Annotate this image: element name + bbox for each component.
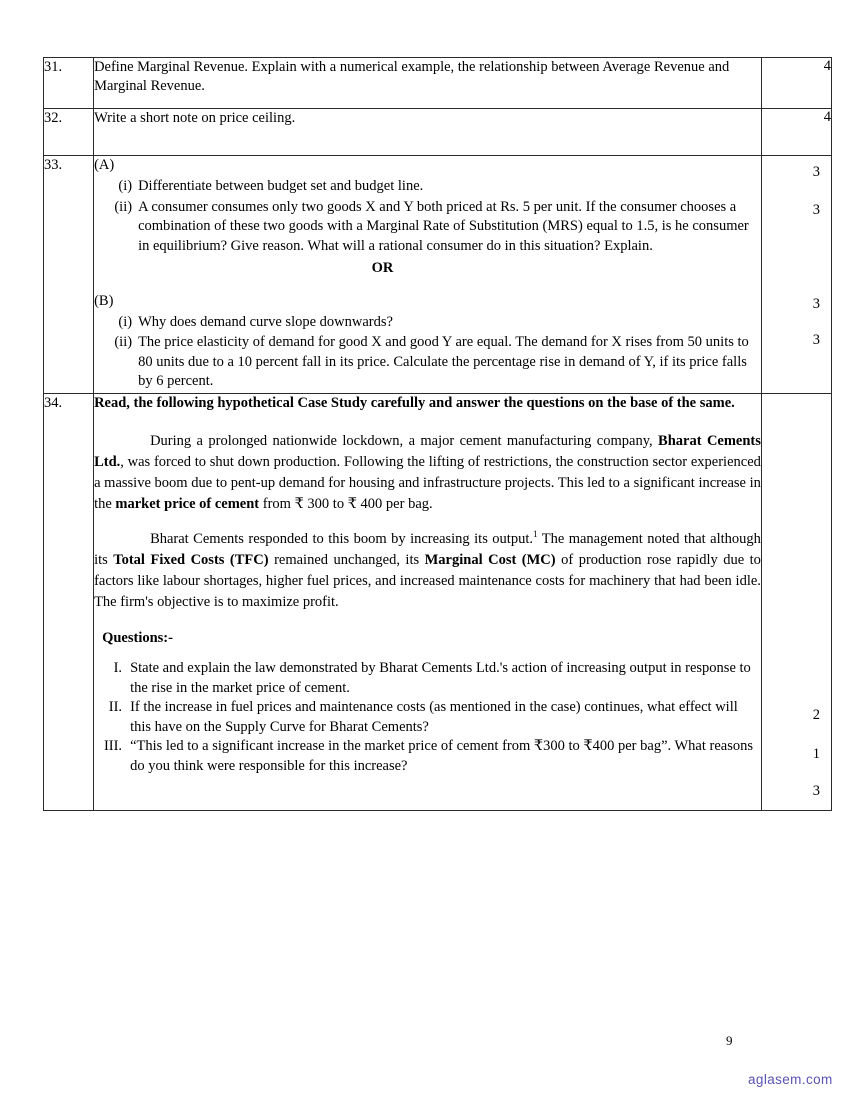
- question-table: [43, 57, 832, 811]
- list-marker: (ii): [114, 334, 133, 351]
- question-number: 32.: [44, 109, 94, 156]
- question-number: 31.: [44, 58, 94, 109]
- option-a-label: (A): [94, 157, 115, 173]
- marks-value: 1: [812, 745, 820, 762]
- question-body: [94, 156, 762, 394]
- question-marks-column: [761, 393, 831, 810]
- para2-seg1: Bharat Cements responded to this boom by increasing its output.: [150, 530, 533, 547]
- question-number: 33.: [44, 156, 94, 394]
- list-item: [94, 737, 761, 776]
- site-watermark: aglasem.com: [748, 1072, 833, 1087]
- case-study-body: [94, 393, 762, 810]
- page-number: 9: [726, 1033, 733, 1048]
- list-marker: III.: [103, 738, 123, 755]
- list-text: A consumer consumes only two goods X and Y both priced at Rs. 5 per unit. If the consumer chooses a combination of these two goods with a Marginal Rate of Substitution (MRS) equal to 1.5, is he consumer in equilibrium? Give reason. What will a rational consumer do in this situation? Explain.: [138, 198, 749, 254]
- list-item: [94, 177, 761, 197]
- marks-value: 3: [812, 164, 820, 180]
- table-row: [44, 109, 832, 156]
- para1-company-name: Bharat Cements Ltd.: [94, 433, 761, 471]
- marks-value: 3: [812, 296, 820, 312]
- list-item: [94, 198, 761, 257]
- table-row: [44, 156, 832, 394]
- list-marker: (ii): [114, 198, 133, 215]
- list-text: The price elasticity of demand for good X and good Y are equal. The demand for X rises from 50 units to 80 units due to a 10 percent fall in its price. Calculate the percentage rise in demand of Y, if its price falls by 6 percent.: [138, 334, 749, 390]
- para2-seg2: The management noted that although its: [94, 530, 761, 568]
- list-text: “This led to a significant increase in the market price of cement from ₹300 to ₹400 per bag”. What reasons do you think were responsible for this increase?: [130, 738, 754, 774]
- para1-market-price-term: market price of cement: [115, 496, 260, 513]
- case-study-paragraph-2: [94, 528, 761, 613]
- question-text: Define Marginal Revenue. Explain with a numerical example, the relationship between Average Revenue and Marginal Revenue.: [94, 59, 730, 95]
- list-text: If the increase in fuel prices and maintenance costs (as mentioned in the case) continues, what effect will this have on the Supply Curve for Bharat Cements?: [130, 699, 738, 735]
- question-marks: 4: [761, 58, 831, 109]
- marks-value: 2: [812, 706, 820, 723]
- para2-tfc-term: Total Fixed Costs (TFC): [113, 551, 269, 568]
- marks-value: 3: [812, 332, 820, 348]
- question-marks-column: [761, 156, 831, 394]
- list-item: [94, 698, 761, 737]
- list-marker: (i): [118, 178, 133, 195]
- para1-seg2: , was forced to shut down production. Following the lifting of restrictions, the construction sector experienced a massive boom due to pent-up demand for housing and infrastructure projects. This led to a significant increase in the: [94, 454, 761, 513]
- list-item: [94, 333, 761, 392]
- para1-seg3: from ₹ 300 to ₹ 400 per bag.: [259, 496, 433, 513]
- para1-seg1: During a prolonged nationwide lockdown, a major cement manufacturing company,: [150, 433, 659, 449]
- list-item: [94, 313, 761, 333]
- list-text: Differentiate between budget set and budget line.: [138, 178, 424, 195]
- option-b-list: [94, 313, 761, 392]
- case-study-paragraph-1: [94, 431, 761, 515]
- list-text: Why does demand curve slope downwards?: [138, 313, 393, 330]
- option-a-list: [94, 177, 761, 256]
- para2-seg4: of production rose rapidly due to factors like labour shortages, higher fuel prices, and increased maintenance costs for machinery that had been idle. The firm's objective is to maximize profit.: [94, 551, 761, 610]
- list-marker: I.: [113, 660, 123, 677]
- marks-value: 3: [812, 202, 820, 218]
- table-row: [44, 393, 832, 810]
- list-text: State and explain the law demonstrated by Bharat Cements Ltd.'s action of increasing output in response to the rise in the market price of cement.: [130, 660, 751, 696]
- question-marks: 4: [761, 109, 831, 156]
- para2-mc-term: Marginal Cost (MC): [424, 551, 556, 568]
- footnote-marker: 1: [533, 529, 538, 540]
- marks-value: 3: [812, 782, 820, 799]
- question-number: 34.: [44, 393, 94, 810]
- list-marker: II.: [108, 699, 123, 716]
- question-body: [94, 58, 762, 109]
- case-study-questions-list: [94, 659, 761, 776]
- para2-seg3: remained unchanged, its: [268, 551, 425, 568]
- question-body: [94, 109, 762, 156]
- list-marker: (i): [118, 313, 133, 330]
- questions-heading: Questions:-: [102, 629, 173, 646]
- option-b-label: (B): [94, 292, 114, 309]
- case-study-instruction: Read, the following hypothetical Case Study carefully and answer the questions on the base of the same.: [94, 394, 735, 411]
- or-separator: OR: [371, 260, 394, 277]
- table-row: [44, 58, 832, 109]
- question-text: Write a short note on price ceiling.: [94, 110, 296, 126]
- list-item: [94, 659, 761, 698]
